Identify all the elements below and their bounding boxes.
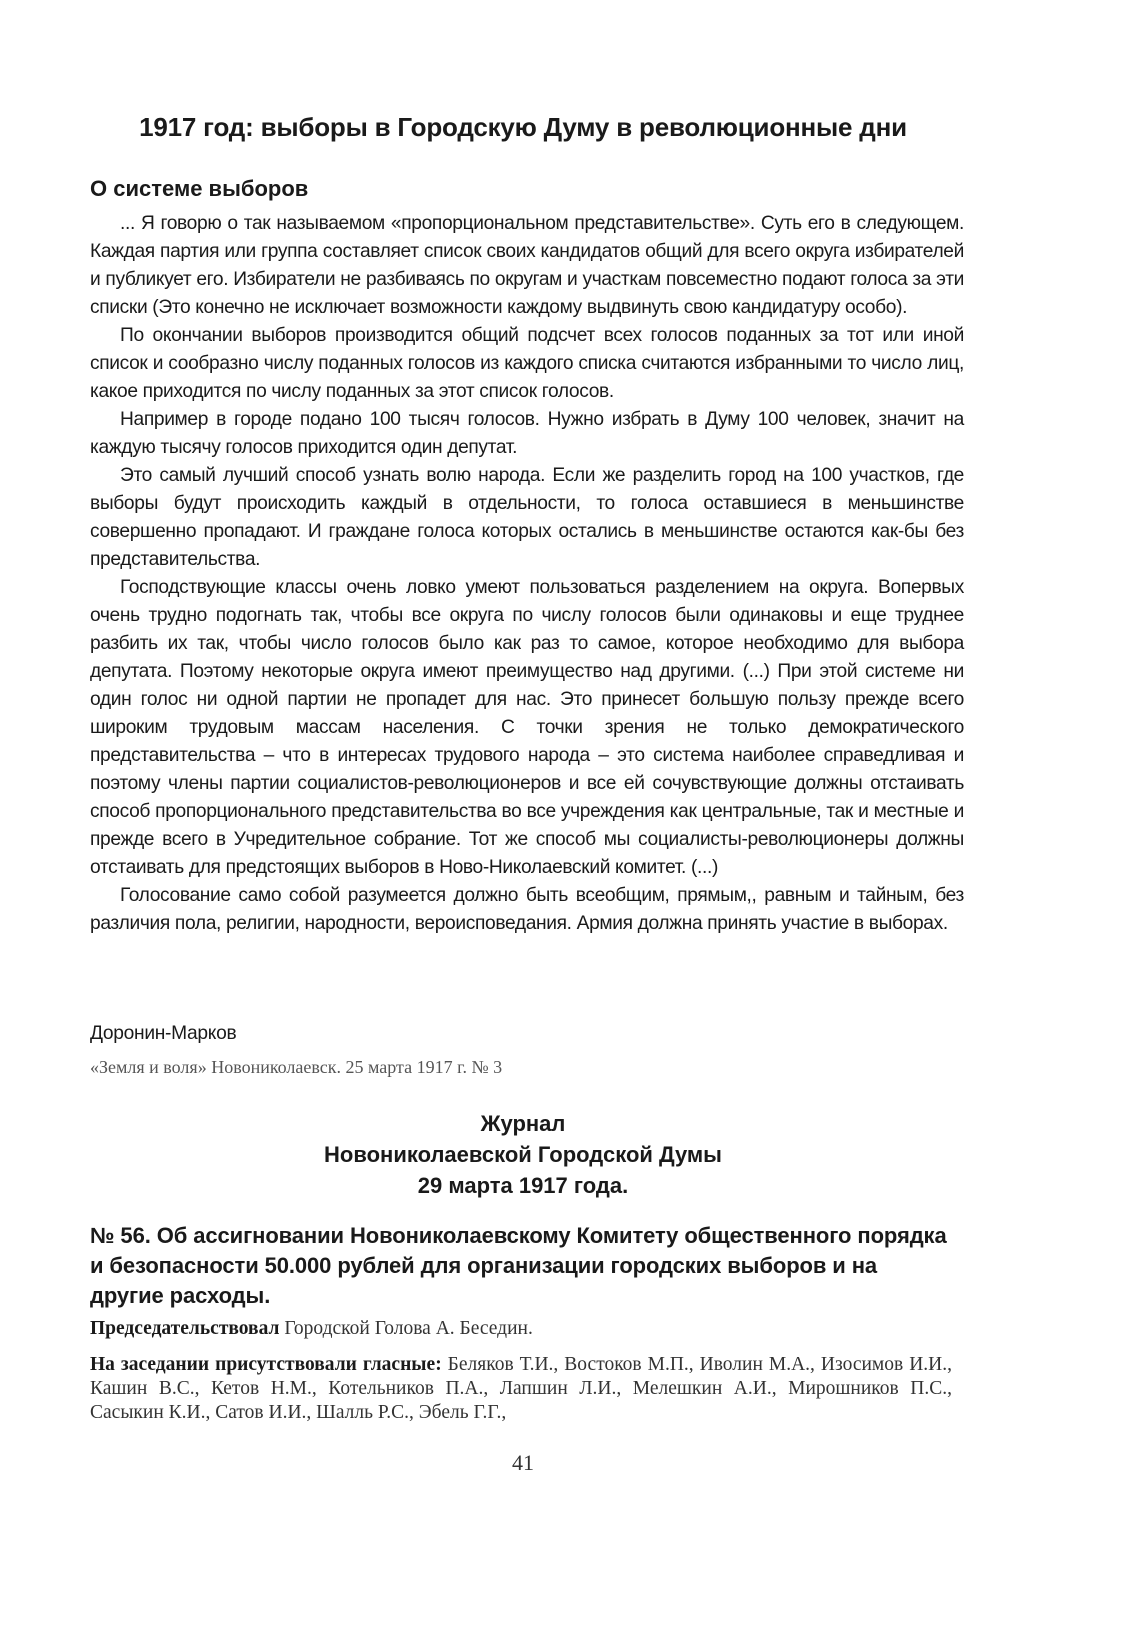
journal-line: 29 марта 1917 года.	[417, 1173, 629, 1198]
item-heading: № 56. Об ассигновании Новониколаевскому Комитету общественного порядка и безопасности 50.000 рублей для организации городских выборов и на другие расходы.	[90, 1223, 947, 1308]
article-author: Доронин-Марков	[90, 1023, 237, 1044]
section-title: О системе выборов	[90, 176, 309, 201]
paragraph: Например в городе подано 100 тысяч голосов. Нужно избрать в Думу 100 человек, значит на каждую тысячу голосов приходится один депутат.	[90, 409, 964, 458]
chair-value: Городской Голова А. Беседин.	[279, 1318, 533, 1339]
attendees-line	[90, 1353, 952, 1425]
page-title: 1917 год: выборы в Городскую Думу в революционные дни	[139, 112, 907, 142]
journal-line: Новониколаевской Городской Думы	[324, 1142, 722, 1167]
chair-label: Председательствовал	[90, 1318, 280, 1339]
journal-heading	[90, 1108, 956, 1201]
attendees-label: На заседании присутствовали гласные:	[90, 1354, 442, 1375]
paragraph: Голосование само собой разумеется должно быть всеобщим, прямым,, равным и тайным, без различия пола, религии, народности, вероисповедания. Армия должна принять участие в выборах.	[90, 885, 964, 934]
chair-line	[90, 1318, 533, 1340]
article-body	[90, 210, 964, 938]
attendees-value: Беляков Т.И., Востоков М.П., Иволин М.А., Изосимов И.И., Кашин В.С., Кетов Н.М., Котельников П.А., Лапшин Л.И., Мелешкин А.И., Мирошников П.С., Сасыкин К.И., Сатов И.И., Шалль Р.С., Эбель Г.Г.,	[90, 1354, 952, 1423]
page-number: 41	[512, 1450, 534, 1475]
paragraph: ... Я говорю о так называемом «пропорциональном представительстве». Суть его в следующем. Каждая партия или группа составляет список своих кандидатов общий для всего округа избирателей и публикует его. Избиратели не разбиваясь по округам и участкам повсеместно подают голоса за эти списки (Это конечно не исключает возможности каждому выдвинуть свою кандидатуру особо).	[90, 213, 964, 318]
paragraph: По окончании выборов производится общий подсчет всех голосов поданных за тот или иной список и сообразно числу поданных голосов из каждого списка считаются избранными то число лиц, какое приходится по числу поданных за этот список голосов.	[90, 325, 964, 402]
paragraph: Это самый лучший способ узнать волю народа. Если же разделить город на 100 участков, где выборы будут происходить каждый в отдельности, то голоса оставшиеся в меньшинстве совершенно пропадают. И граждане голоса которых остались в меньшинстве остаются как-бы без представительства.	[90, 465, 964, 570]
journal-line: Журнал	[480, 1111, 566, 1136]
paragraph: Господствующие классы очень ловко умеют пользоваться разделением на округа. Вопервых очень трудно подогнать так, чтобы все округа по числу голосов были одинаковы и еще труднее разбить их так, чтобы число голосов было как раз то самое, которое необходимо для выбора депутата. Поэтому некоторые округа имеют преимущество над другими. (...) При этой системе ни один голос ни одной партии не пропадет для нас. Это принесет большую пользу прежде всего широким трудовым массам населения. С точки зрения не только демократического представительства – что в интересах трудового народа – это система наиболее справедливая и поэтому члены партии социалистов-революционеров и все ей сочувствующие должны отстаивать способ пропорционального представительства во все учреждения как центральные, так и местные и прежде всего в Учредительное собрание. Тот же способ мы социалисты-революционеры должны отстаивать для предстоящих выборов в Ново-Николаевский комитет. (...)	[90, 577, 964, 878]
article-source: «Земля и воля» Новониколаевск. 25 марта 1917 г. № 3	[90, 1057, 503, 1077]
